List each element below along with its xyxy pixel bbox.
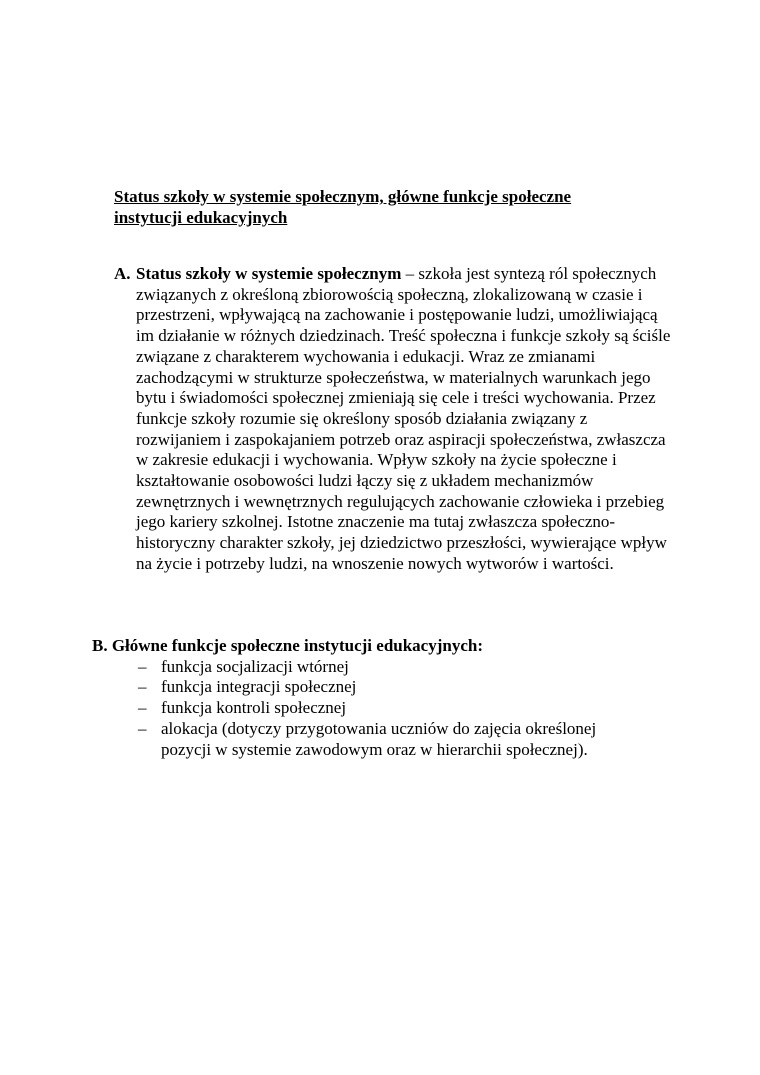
dash-bullet: – [138,656,147,676]
list-item-text: alokacja (dotyczy przygotowania uczniów do zajęcia określonej pozycji w systemie zawodowym oraz w hierarchii społecznej). [161,718,597,759]
section-a-text: – szkoła jest syntezą ról społecznych związanych z określoną zbiorowością społeczną, zlokalizowaną w czasie i przestrzeni, wpływającą na zachowanie i postępowanie ludzi, umożliwiającą im działanie w różnych dziedzinach. Treść społeczna i funkcje szkoły są ściśle związane z charakterem wychowania i edukacji. Wraz ze zmianami zachodzącymi w strukturze społeczeństwa, w materialnych warunkach jego bytu i świadomości społecznej zmieniają się cele i treści wychowania. Przez funkcje szkoły rozumie się określony sposób działania związany z rozwijaniem i zaspokajaniem potrzeb oraz aspiracji społeczeństwa, zwłaszcza w zakresie edukacji i wychowania. Wpływ szkoły na życie społeczne i kształtowanie osobowości ludzi łączy się z układem mechanizmów zewnętrznych i wewnętrznych regulujących zachowanie człowieka i przebieg jego kariery szkolnej. Istotne znaczenie ma tutaj zwłaszcza społeczno-historyczny charakter szkoły, jej dziedzictwo przeszłości, wywierające wpływ na życie i potrzeby ludzi, na wnoszenie nowych wytworów i wartości. [136,264,671,573]
list-item [138,657,631,678]
section-a [114,264,674,575]
list-item-text: funkcja kontroli społecznej [161,698,347,718]
section-a-heading: Status szkoły w systemie społecznym [136,264,402,283]
section-b-heading: B. Główne funkcje społeczne instytucji edukacyjnych: [92,636,483,655]
list-item-text: funkcja socjalizacji wtórnej [161,656,349,676]
section-b [92,636,692,760]
list-item-text: funkcja integracji społecznej [161,677,357,697]
dash-bullet: – [138,698,147,718]
section-a-marker: A. [114,264,131,283]
list-item [138,719,631,760]
function-list [138,657,692,761]
list-item [138,677,631,698]
list-item [138,698,631,719]
dash-bullet: – [138,677,147,697]
section-a-paragraph [136,264,674,575]
document-title: Status szkoły w systemie społecznym, główne funkcje społeczne instytucji edukacyjnych [114,187,572,227]
dash-bullet: – [138,718,147,738]
